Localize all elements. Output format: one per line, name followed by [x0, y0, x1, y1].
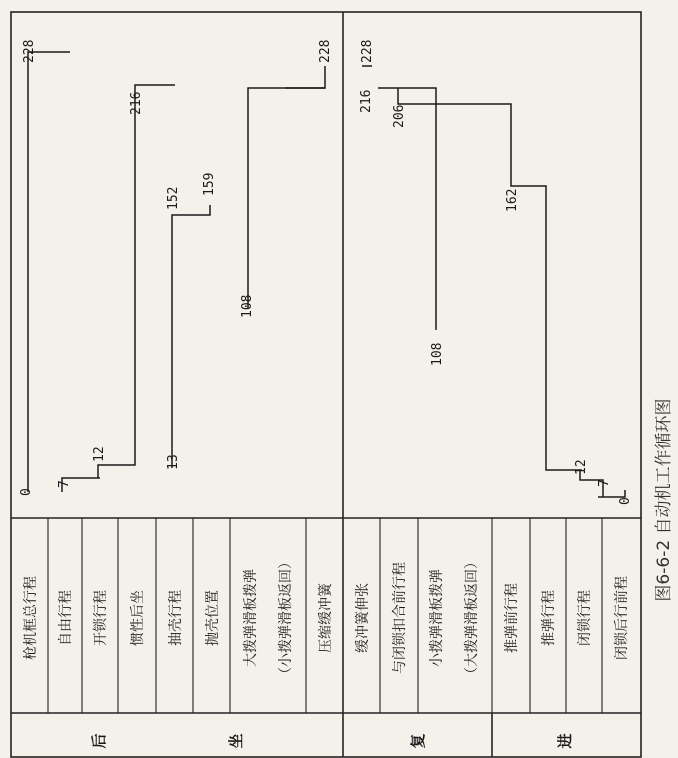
- value-label-228-right: 228: [360, 39, 375, 63]
- small-slide-feed-line: [398, 88, 582, 470]
- value-label-228-mid: 228: [318, 39, 333, 63]
- row-label-r1: 枪机框总行程: [23, 576, 39, 660]
- row-label-r4: 惯性后坐: [130, 590, 146, 646]
- value-label-108-bottom: 108: [430, 342, 445, 366]
- value-label-152: 152: [166, 186, 181, 210]
- row-label-r14: 推弹前行程: [504, 583, 520, 653]
- recoil-total-stroke-line: [28, 52, 70, 492]
- value-label-216-top: 216: [129, 91, 144, 115]
- value-label-12-top: 12: [92, 446, 107, 462]
- row-label-r5: 抽壳行程: [168, 590, 184, 646]
- value-label-216-bottom: 216: [359, 89, 374, 113]
- row-label-r12: 小拨弹滑板拨弹: [429, 569, 445, 667]
- row-label-r16: 闭锁行程: [577, 590, 593, 646]
- value-label-12-bottom: 12: [574, 459, 589, 475]
- unlock-stroke-line: [98, 85, 175, 478]
- stage-label-zuo: 坐: [227, 733, 245, 749]
- row-label-r15: 推弹行程: [541, 590, 557, 646]
- row-label-r7: 大拨弹滑板拨弹: [243, 569, 259, 667]
- stage-labels: [90, 733, 574, 749]
- value-label-0-top: 0: [19, 488, 34, 496]
- row-labels: [22, 555, 630, 681]
- stage-label-jin: 进: [556, 733, 574, 749]
- row-label-r9: 压缩缓冲簧: [318, 583, 334, 653]
- value-label-206: 206: [392, 104, 407, 128]
- figure-caption: 图6-6-2 自动机工作循环图: [654, 398, 674, 602]
- stage-label-hou: 后: [90, 733, 108, 749]
- row-label-r13: （大拨弹滑板返回）: [464, 555, 480, 681]
- value-labels: [19, 40, 633, 505]
- latch-travel-line: [378, 88, 436, 330]
- extraction-stroke-line: [172, 205, 210, 468]
- recoil-stroke-lines: [28, 52, 325, 492]
- row-label-r8: （小拨弹滑板返回）: [278, 555, 294, 681]
- row-label-r11: 与闭锁扣合前行程: [392, 562, 408, 674]
- row-label-r2: 自由行程: [58, 590, 74, 646]
- row-label-r3: 开锁行程: [93, 590, 109, 646]
- value-label-0-bottom: 0: [618, 497, 633, 505]
- stage-label-fu: 复: [409, 733, 427, 749]
- value-label-228-top: 228: [22, 39, 37, 63]
- value-label-7-top: 7: [57, 480, 72, 488]
- row-label-r6: 抛壳位置: [205, 590, 221, 646]
- counter-recoil-stroke-lines: [362, 66, 625, 497]
- row-label-r10: 缓冲簧伸张: [355, 583, 371, 653]
- value-label-159: 159: [202, 172, 217, 196]
- value-label-162: 162: [505, 188, 520, 212]
- lock-stroke-line: [598, 490, 625, 497]
- row-label-r17: 闭锁后行前程: [614, 576, 630, 660]
- value-label-108-top: 108: [240, 294, 255, 318]
- big-slide-feed-line: [248, 66, 325, 308]
- value-label-7-bottom: 7: [597, 479, 612, 487]
- value-label-13: 13: [166, 454, 181, 470]
